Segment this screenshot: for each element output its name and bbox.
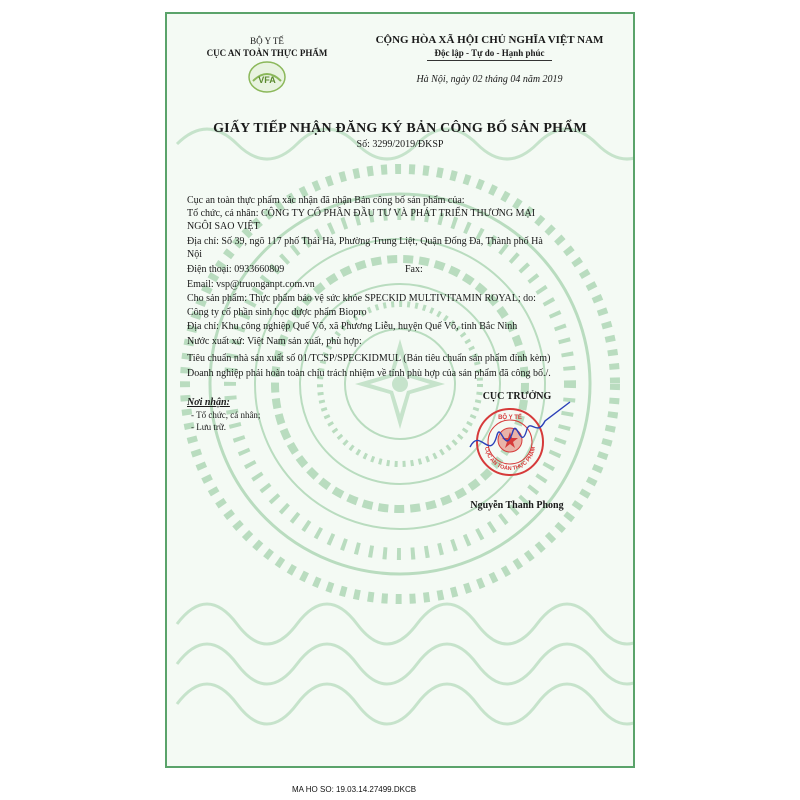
body-line: Địa chỉ: Số 39, ngõ 117 phố Thái Hà, Phường Trung Liệt, Quận Đống Đa, Thành phố Hà [187, 236, 543, 247]
body-line: Địa chỉ: Khu công nghiệp Quế Võ, xã Phương Liễu, huyện Quế Võ, tỉnh Bắc Ninh [187, 321, 518, 332]
body-line: Nước xuất xứ: Việt Nam sản xuất, phù hợp: [187, 336, 362, 347]
email-line: Email: vsp@truonganpt.com.vn [187, 279, 315, 290]
body-line: Doanh nghiệp phải hoàn toàn chịu trách nhiệm về tính phù hợp của sản phẩm đã công bố./. [187, 368, 551, 379]
ministry-name: BỘ Y TẾ [250, 36, 284, 46]
republic-name: CỘNG HÒA XÃ HỘI CHỦ NGHĨA VIỆT NAM [375, 34, 604, 46]
record-code: MA HO SO: 19.03.14.27499.DKCB [292, 785, 417, 794]
motto-underline [427, 60, 552, 61]
fax-line: Fax: [405, 264, 423, 275]
phone-line: Điện thoại: 0933660809 [187, 264, 285, 275]
agency-logo-icon [247, 59, 287, 95]
body-line: Công ty cổ phần sinh học dược phẩm Biopro [187, 307, 367, 318]
recipient-item: - Lưu trữ. [191, 422, 226, 432]
stamp-top-text: BỘ Y TẾ [498, 415, 522, 421]
body-line: Cục an toàn thực phẩm xác nhận đã nhận Bản công bố sản phẩm của: [187, 195, 465, 206]
body-line: Tiêu chuẩn nhà sản xuất số 01/TCSP/SPECKIDMUL (Bản tiêu chuẩn sản phẩm đính kèm) [187, 353, 551, 364]
stamp-ring-text: CỤC AN TOÀN THỰC PHẨM [483, 446, 537, 473]
recipient-item: - Tổ chức, cá nhân; [191, 410, 261, 420]
signatory-title: CỤC TRƯỞNG [482, 391, 552, 402]
document-number: Số: 3299/2019/ĐKSP [356, 139, 444, 150]
agency-logo-text: VFA [258, 75, 276, 85]
issue-date: Hà Nội, ngày 02 tháng 04 năm 2019 [416, 74, 563, 85]
national-motto: Độc lập - Tự do - Hạnh phúc [434, 48, 545, 58]
body-line: Nội [187, 249, 202, 260]
signer-name: Nguyễn Thanh Phong [470, 500, 564, 511]
body-line: Tổ chức, cá nhân: CÔNG TY CỔ PHẦN ĐẦU TƯ VÀ PHÁT TRIỂN THƯƠNG MẠI [187, 208, 536, 219]
document-page [165, 12, 635, 768]
agency-name: CỤC AN TOÀN THỰC PHẨM [206, 48, 328, 58]
document-title: GIẤY TIẾP NHẬN ĐĂNG KÝ BẢN CÔNG BỐ SẢN PHẨM [213, 121, 587, 136]
body-line: Cho sản phẩm: Thực phẩm bảo vệ sức khỏe SPECKID MULTIVITAMIN ROYAL; do: [187, 293, 536, 304]
body-line: NGÔI SAO VIỆT [187, 221, 260, 232]
recipients-title: Nơi nhận: [187, 397, 230, 408]
official-stamp [475, 407, 545, 477]
